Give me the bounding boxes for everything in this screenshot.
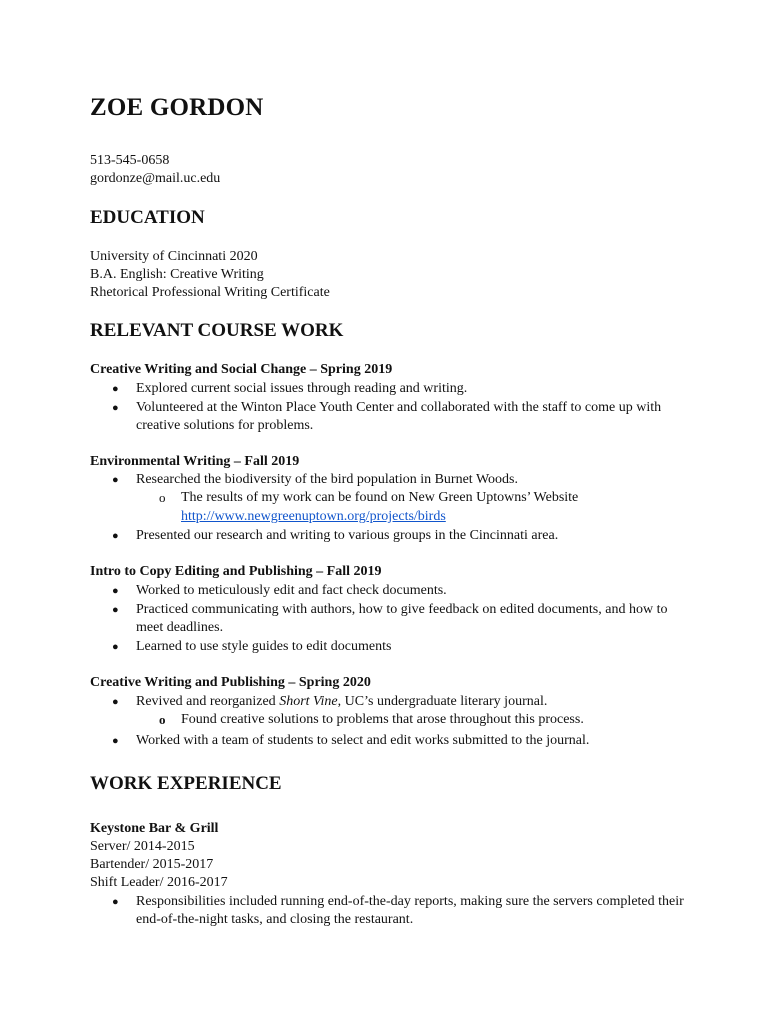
course-title: Environmental Writing – Fall 2019 [90,454,300,469]
course-title: Creative Writing and Publishing – Spring 2020 [90,675,371,690]
bullet-icon: ● [112,641,119,653]
bullet-icon: ● [112,735,119,747]
circle-bullet-icon: o [159,712,166,727]
bullet-item: ● Researched the biodiversity of the bird population in Burnet Woods. [112,472,518,487]
role-line: Server/ 2014-2015 [90,839,195,854]
bullet-item: ● Explored current social issues through reading and writing. [112,381,468,396]
bullet-item: ● Presented our research and writing to various groups in the Cincinnati area. [112,528,559,543]
bullet-item: ● Worked with a team of students to select and edit works submitted to the journal. [112,733,590,748]
sub-bullet-item: o Found creative solutions to problems that arose throughout this process. [159,712,584,727]
role-line: Shift Leader/ 2016-2017 [90,875,228,890]
bullet-item: ● Revived and reorganized Short Vine, UC’s undergraduate literary journal. [112,694,548,709]
bullet-item: ● Responsibilities included running end-of-the-day reports, making sure the servers completed their end-of-the-night tasks, and closing the restaurant. [112,894,684,927]
email-address: gordonze@mail.uc.edu [90,171,221,186]
bullet-item: ● Learned to use style guides to edit documents [112,639,392,654]
bullet-icon: ● [112,896,119,908]
project-link[interactable]: http://www.newgreenuptown.org/projects/birds [181,509,446,524]
bullet-icon: ● [112,474,119,486]
role-line: Bartender/ 2015-2017 [90,857,214,872]
bullet-icon: ● [112,383,119,395]
candidate-name: ZOE GORDON [90,94,264,121]
bullet-item: ● Volunteered at the Winton Place Youth Center and collaborated with the staff to come up with creative solutions for problems. [112,400,662,433]
bullet-icon: ● [112,585,119,597]
bullet-item: ● Worked to meticulously edit and fact check documents. [112,583,447,598]
sub-bullet-link-row [159,508,699,526]
work-heading: WORK EXPERIENCE [90,773,282,794]
bullet-item: ● Practiced communicating with authors, how to give feedback on edited documents, and how to meet deadlines. [112,602,668,635]
education-line: B.A. English: Creative Writing [90,267,264,282]
journal-title: Short Vine [279,694,338,709]
course-title: Intro to Copy Editing and Publishing – Fall 2019 [90,564,382,579]
bullet-icon: ● [112,402,119,414]
education-line: Rhetorical Professional Writing Certificate [90,285,330,300]
phone-number: 513-545-0658 [90,153,170,168]
bullet-icon: ● [112,604,119,616]
course-title: Creative Writing and Social Change – Spring 2019 [90,362,393,377]
sub-bullet-item: o The results of my work can be found on New Green Uptowns’ Website [159,490,579,505]
bullet-icon: ● [112,696,119,708]
coursework-heading: RELEVANT COURSE WORK [90,320,344,341]
circle-bullet-icon: o [159,490,166,505]
employer-name: Keystone Bar & Grill [90,821,219,836]
education-line: University of Cincinnati 2020 [90,249,258,264]
bullet-icon: ● [112,530,119,542]
education-heading: EDUCATION [90,207,205,228]
